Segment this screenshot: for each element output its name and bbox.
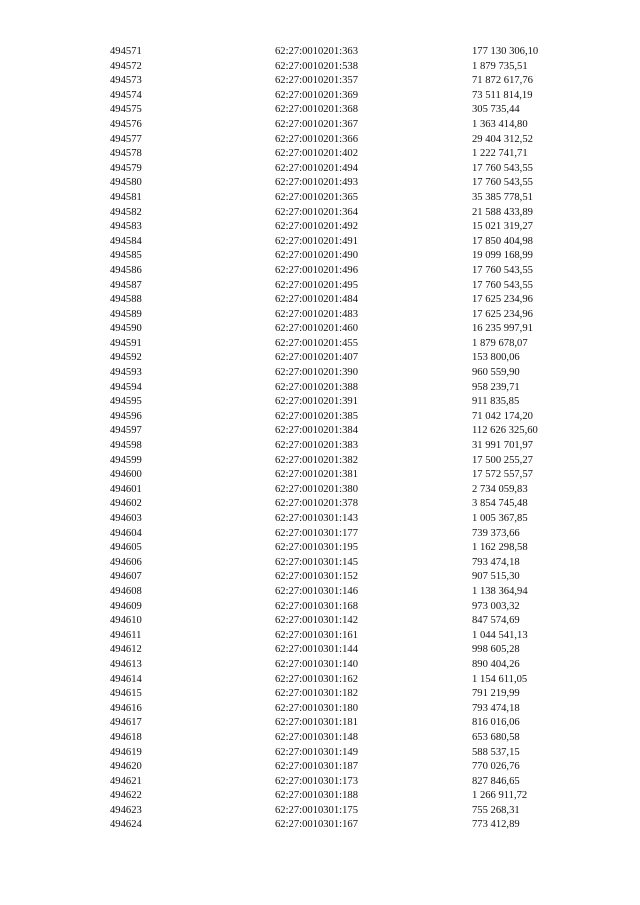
cadastral-number: 62:27:0010301:187 xyxy=(275,761,358,773)
table-row xyxy=(110,629,590,644)
table-row xyxy=(110,643,590,658)
cadastral-value: 755 268,31 xyxy=(472,804,520,816)
cadastral-value: 17 572 557,57 xyxy=(472,469,533,481)
cadastral-value: 791 219,99 xyxy=(472,688,520,700)
table-row xyxy=(110,527,590,542)
row-number: 494581 xyxy=(110,191,142,203)
table-row xyxy=(110,89,590,104)
cadastral-number: 62:27:0010201:402 xyxy=(275,148,358,160)
table-row xyxy=(110,454,590,469)
cadastral-value: 653 680,58 xyxy=(472,731,520,743)
row-number: 494597 xyxy=(110,425,142,437)
row-number: 494580 xyxy=(110,177,142,189)
cadastral-number: 62:27:0010201:378 xyxy=(275,498,358,510)
row-number: 494594 xyxy=(110,381,142,393)
row-number: 494579 xyxy=(110,162,142,174)
table-row xyxy=(110,789,590,804)
cadastral-number: 62:27:0010201:357 xyxy=(275,75,358,87)
cadastral-number: 62:27:0010201:484 xyxy=(275,294,358,306)
cadastral-number: 62:27:0010301:177 xyxy=(275,527,358,539)
cadastral-number: 62:27:0010301:167 xyxy=(275,819,358,831)
cadastral-value: 17 625 234,96 xyxy=(472,294,533,306)
table-row xyxy=(110,133,590,148)
cadastral-value: 19 099 168,99 xyxy=(472,250,533,262)
cadastral-value: 770 026,76 xyxy=(472,761,520,773)
cadastral-value: 153 800,06 xyxy=(472,352,520,364)
cadastral-number: 62:27:0010201:496 xyxy=(275,264,358,276)
row-number: 494604 xyxy=(110,527,142,539)
cadastral-number: 62:27:0010201:493 xyxy=(275,177,358,189)
cadastral-number: 62:27:0010301:142 xyxy=(275,615,358,627)
table-row xyxy=(110,760,590,775)
table-row xyxy=(110,716,590,731)
cadastral-value: 998 605,28 xyxy=(472,644,520,656)
table-row xyxy=(110,162,590,177)
row-number: 494618 xyxy=(110,731,142,743)
cadastral-value: 73 511 814,19 xyxy=(472,89,533,101)
table-row xyxy=(110,220,590,235)
cadastral-value: 17 500 255,27 xyxy=(472,454,533,466)
cadastral-number: 62:27:0010301:168 xyxy=(275,600,358,612)
row-number: 494575 xyxy=(110,104,142,116)
row-number: 494617 xyxy=(110,717,142,729)
cadastral-value: 793 474,18 xyxy=(472,702,520,714)
cadastral-value: 816 016,06 xyxy=(472,717,520,729)
row-number: 494603 xyxy=(110,513,142,524)
cadastral-number: 62:27:0010201:495 xyxy=(275,279,358,291)
row-number: 494591 xyxy=(110,337,142,349)
row-number: 494583 xyxy=(110,221,142,233)
row-number: 494611 xyxy=(110,629,142,641)
table-row xyxy=(110,687,590,702)
table-row xyxy=(110,702,590,717)
table-row xyxy=(110,468,590,483)
cadastral-number: 62:27:0010301:188 xyxy=(275,790,358,802)
table-row xyxy=(110,351,590,366)
row-number: 494612 xyxy=(110,644,142,656)
cadastral-value: 177 130 306,10 xyxy=(472,46,539,57)
row-number: 494572 xyxy=(110,60,142,72)
cadastral-value: 773 412,89 xyxy=(472,819,520,831)
table-row xyxy=(110,118,590,133)
cadastral-value: 588 537,15 xyxy=(472,746,520,758)
row-number: 494608 xyxy=(110,585,142,597)
cadastral-value: 793 474,18 xyxy=(472,556,520,568)
table-row xyxy=(110,103,590,118)
row-number: 494622 xyxy=(110,790,142,802)
cadastral-number: 62:27:0010301:180 xyxy=(275,702,358,714)
row-number: 494614 xyxy=(110,673,142,685)
cadastral-value: 1 363 414,80 xyxy=(472,118,528,130)
table-row xyxy=(110,614,590,629)
table-row xyxy=(110,381,590,396)
table-row xyxy=(110,483,590,498)
table-row xyxy=(110,60,590,75)
cadastral-number: 62:27:0010201:491 xyxy=(275,235,358,247)
table-row xyxy=(110,395,590,410)
table-row xyxy=(110,818,590,833)
cadastral-value: 1 222 741,71 xyxy=(472,148,528,160)
table-row xyxy=(110,541,590,556)
table-row xyxy=(110,497,590,512)
cadastral-number: 62:27:0010301:144 xyxy=(275,644,358,656)
cadastral-number: 62:27:0010201:391 xyxy=(275,396,358,408)
row-number: 494610 xyxy=(110,615,142,627)
table-row xyxy=(110,439,590,454)
table-row xyxy=(110,673,590,688)
cadastral-number: 62:27:0010201:390 xyxy=(275,367,358,379)
row-number: 494615 xyxy=(110,688,142,700)
table-row xyxy=(110,512,590,527)
row-number: 494573 xyxy=(110,75,142,87)
cadastral-value: 911 835,85 xyxy=(472,396,520,408)
row-number: 494602 xyxy=(110,498,142,510)
table-row xyxy=(110,45,590,60)
row-number: 494587 xyxy=(110,279,142,291)
table-row xyxy=(110,600,590,615)
table-row xyxy=(110,176,590,191)
row-number: 494584 xyxy=(110,235,142,247)
cadastral-number: 62:27:0010301:148 xyxy=(275,731,358,743)
cadastral-value: 16 235 997,91 xyxy=(472,323,533,335)
cadastral-value: 1 879 735,51 xyxy=(472,60,528,72)
table-row xyxy=(110,337,590,352)
table-row xyxy=(110,366,590,381)
row-number: 494596 xyxy=(110,410,142,422)
table-row xyxy=(110,746,590,761)
table-row xyxy=(110,74,590,89)
cadastral-value: 1 138 364,94 xyxy=(472,585,528,597)
cadastral-number: 62:27:0010201:385 xyxy=(275,410,358,422)
row-number: 494582 xyxy=(110,206,142,218)
cadastral-number: 62:27:0010201:368 xyxy=(275,104,358,116)
cadastral-number: 62:27:0010301:195 xyxy=(275,542,358,554)
row-number: 494586 xyxy=(110,264,142,276)
cadastral-value: 1 154 611,05 xyxy=(472,673,528,685)
cadastral-value: 17 760 543,55 xyxy=(472,177,533,189)
row-number: 494574 xyxy=(110,89,142,101)
cadastral-value: 29 404 312,52 xyxy=(472,133,533,145)
row-number: 494592 xyxy=(110,352,142,364)
row-number: 494616 xyxy=(110,702,142,714)
cadastral-number: 62:27:0010201:381 xyxy=(275,469,358,481)
table-row xyxy=(110,249,590,264)
table-row xyxy=(110,235,590,250)
row-number: 494605 xyxy=(110,542,142,554)
cadastral-value: 17 625 234,96 xyxy=(472,308,533,320)
cadastral-number: 62:27:0010201:494 xyxy=(275,162,358,174)
table-row xyxy=(110,658,590,673)
cadastral-number: 62:27:0010301:161 xyxy=(275,629,358,641)
table-row xyxy=(110,585,590,600)
cadastral-number: 62:27:0010201:538 xyxy=(275,60,358,72)
cadastral-number: 62:27:0010301:143 xyxy=(275,513,358,524)
table-row xyxy=(110,804,590,819)
table-row xyxy=(110,293,590,308)
cadastral-number: 62:27:0010301:162 xyxy=(275,673,358,685)
cadastral-value: 17 850 404,98 xyxy=(472,235,533,247)
cadastral-number: 62:27:0010301:145 xyxy=(275,556,358,568)
table-row xyxy=(110,424,590,439)
cadastral-number: 62:27:0010201:369 xyxy=(275,89,358,101)
cadastral-value: 2 734 059,83 xyxy=(472,483,528,495)
cadastral-number: 62:27:0010201:367 xyxy=(275,118,358,130)
row-number: 494620 xyxy=(110,761,142,773)
cadastral-number: 62:27:0010201:492 xyxy=(275,221,358,233)
cadastral-value: 1 044 541,13 xyxy=(472,629,528,641)
cadastral-number: 62:27:0010201:380 xyxy=(275,483,358,495)
cadastral-value: 3 854 745,48 xyxy=(472,498,528,510)
table-row xyxy=(110,322,590,337)
row-number: 494600 xyxy=(110,469,142,481)
cadastral-number: 62:27:0010201:483 xyxy=(275,308,358,320)
row-number: 494609 xyxy=(110,600,142,612)
cadastral-value: 17 760 543,55 xyxy=(472,279,533,291)
cadastral-value: 1 162 298,58 xyxy=(472,542,528,554)
table-row xyxy=(110,308,590,323)
row-number: 494595 xyxy=(110,396,142,408)
cadastral-number: 62:27:0010301:181 xyxy=(275,717,358,729)
row-number: 494607 xyxy=(110,571,142,583)
cadastral-value: 890 404,26 xyxy=(472,658,520,670)
cadastral-value: 827 846,65 xyxy=(472,775,520,787)
row-number: 494590 xyxy=(110,323,142,335)
table-row xyxy=(110,147,590,162)
cadastral-number: 62:27:0010301:173 xyxy=(275,775,358,787)
row-number: 494585 xyxy=(110,250,142,262)
row-number: 494588 xyxy=(110,294,142,306)
cadastral-value: 907 515,30 xyxy=(472,571,520,583)
cadastral-value: 1 266 911,72 xyxy=(472,790,528,802)
table-row xyxy=(110,556,590,571)
row-number: 494601 xyxy=(110,483,142,495)
row-number: 494624 xyxy=(110,819,142,831)
cadastral-value: 17 760 543,55 xyxy=(472,162,533,174)
table-row xyxy=(110,775,590,790)
cadastral-number: 62:27:0010301:152 xyxy=(275,571,358,583)
cadastral-value: 35 385 778,51 xyxy=(472,191,533,203)
cadastral-value: 71 042 174,20 xyxy=(472,410,533,422)
cadastral-value: 960 559,90 xyxy=(472,367,520,379)
cadastral-number: 62:27:0010301:175 xyxy=(275,804,358,816)
row-number: 494589 xyxy=(110,308,142,320)
cadastral-value: 847 574,69 xyxy=(472,615,520,627)
table-row xyxy=(110,731,590,746)
cadastral-number: 62:27:0010201:382 xyxy=(275,454,358,466)
cadastral-number: 62:27:0010301:149 xyxy=(275,746,358,758)
cadastral-number: 62:27:0010201:383 xyxy=(275,440,358,452)
row-number: 494593 xyxy=(110,367,142,379)
cadastral-number: 62:27:0010201:490 xyxy=(275,250,358,262)
row-number: 494613 xyxy=(110,658,142,670)
row-number: 494619 xyxy=(110,746,142,758)
cadastral-number: 62:27:0010201:407 xyxy=(275,352,358,364)
row-number: 494577 xyxy=(110,133,142,145)
table-row xyxy=(110,264,590,279)
cadastral-value: 958 239,71 xyxy=(472,381,520,393)
cadastral-value: 1 005 367,85 xyxy=(472,513,528,524)
cadastral-value: 21 588 433,89 xyxy=(472,206,533,218)
row-number: 494621 xyxy=(110,775,142,787)
cadastral-number: 62:27:0010201:366 xyxy=(275,133,358,145)
table-row xyxy=(110,570,590,585)
cadastral-number: 62:27:0010201:363 xyxy=(275,46,358,57)
row-number: 494606 xyxy=(110,556,142,568)
cadastral-value: 305 735,44 xyxy=(472,104,520,116)
cadastral-value: 1 879 678,07 xyxy=(472,337,528,349)
cadastral-value: 31 991 701,97 xyxy=(472,440,533,452)
cadastral-number: 62:27:0010201:364 xyxy=(275,206,358,218)
row-number: 494599 xyxy=(110,454,142,466)
cadastral-value: 17 760 543,55 xyxy=(472,264,533,276)
row-number: 494576 xyxy=(110,118,142,130)
cadastral-value: 112 626 325,60 xyxy=(472,425,538,437)
cadastral-value: 71 872 617,76 xyxy=(472,75,533,87)
row-number: 494578 xyxy=(110,148,142,160)
cadastral-number: 62:27:0010301:140 xyxy=(275,658,358,670)
cadastral-number: 62:27:0010201:384 xyxy=(275,425,358,437)
cadastral-number: 62:27:0010301:182 xyxy=(275,688,358,700)
table-row xyxy=(110,206,590,221)
cadastral-value-table xyxy=(110,45,590,833)
cadastral-number: 62:27:0010301:146 xyxy=(275,585,358,597)
cadastral-value: 739 373,66 xyxy=(472,527,520,539)
table-row xyxy=(110,279,590,294)
cadastral-number: 62:27:0010201:388 xyxy=(275,381,358,393)
cadastral-number: 62:27:0010201:365 xyxy=(275,191,358,203)
table-row xyxy=(110,191,590,206)
row-number: 494623 xyxy=(110,804,142,816)
cadastral-number: 62:27:0010201:460 xyxy=(275,323,358,335)
row-number: 494598 xyxy=(110,440,142,452)
table-row xyxy=(110,410,590,425)
cadastral-value: 973 003,32 xyxy=(472,600,520,612)
cadastral-number: 62:27:0010201:455 xyxy=(275,337,358,349)
row-number: 494571 xyxy=(110,46,142,57)
cadastral-value: 15 021 319,27 xyxy=(472,221,533,233)
